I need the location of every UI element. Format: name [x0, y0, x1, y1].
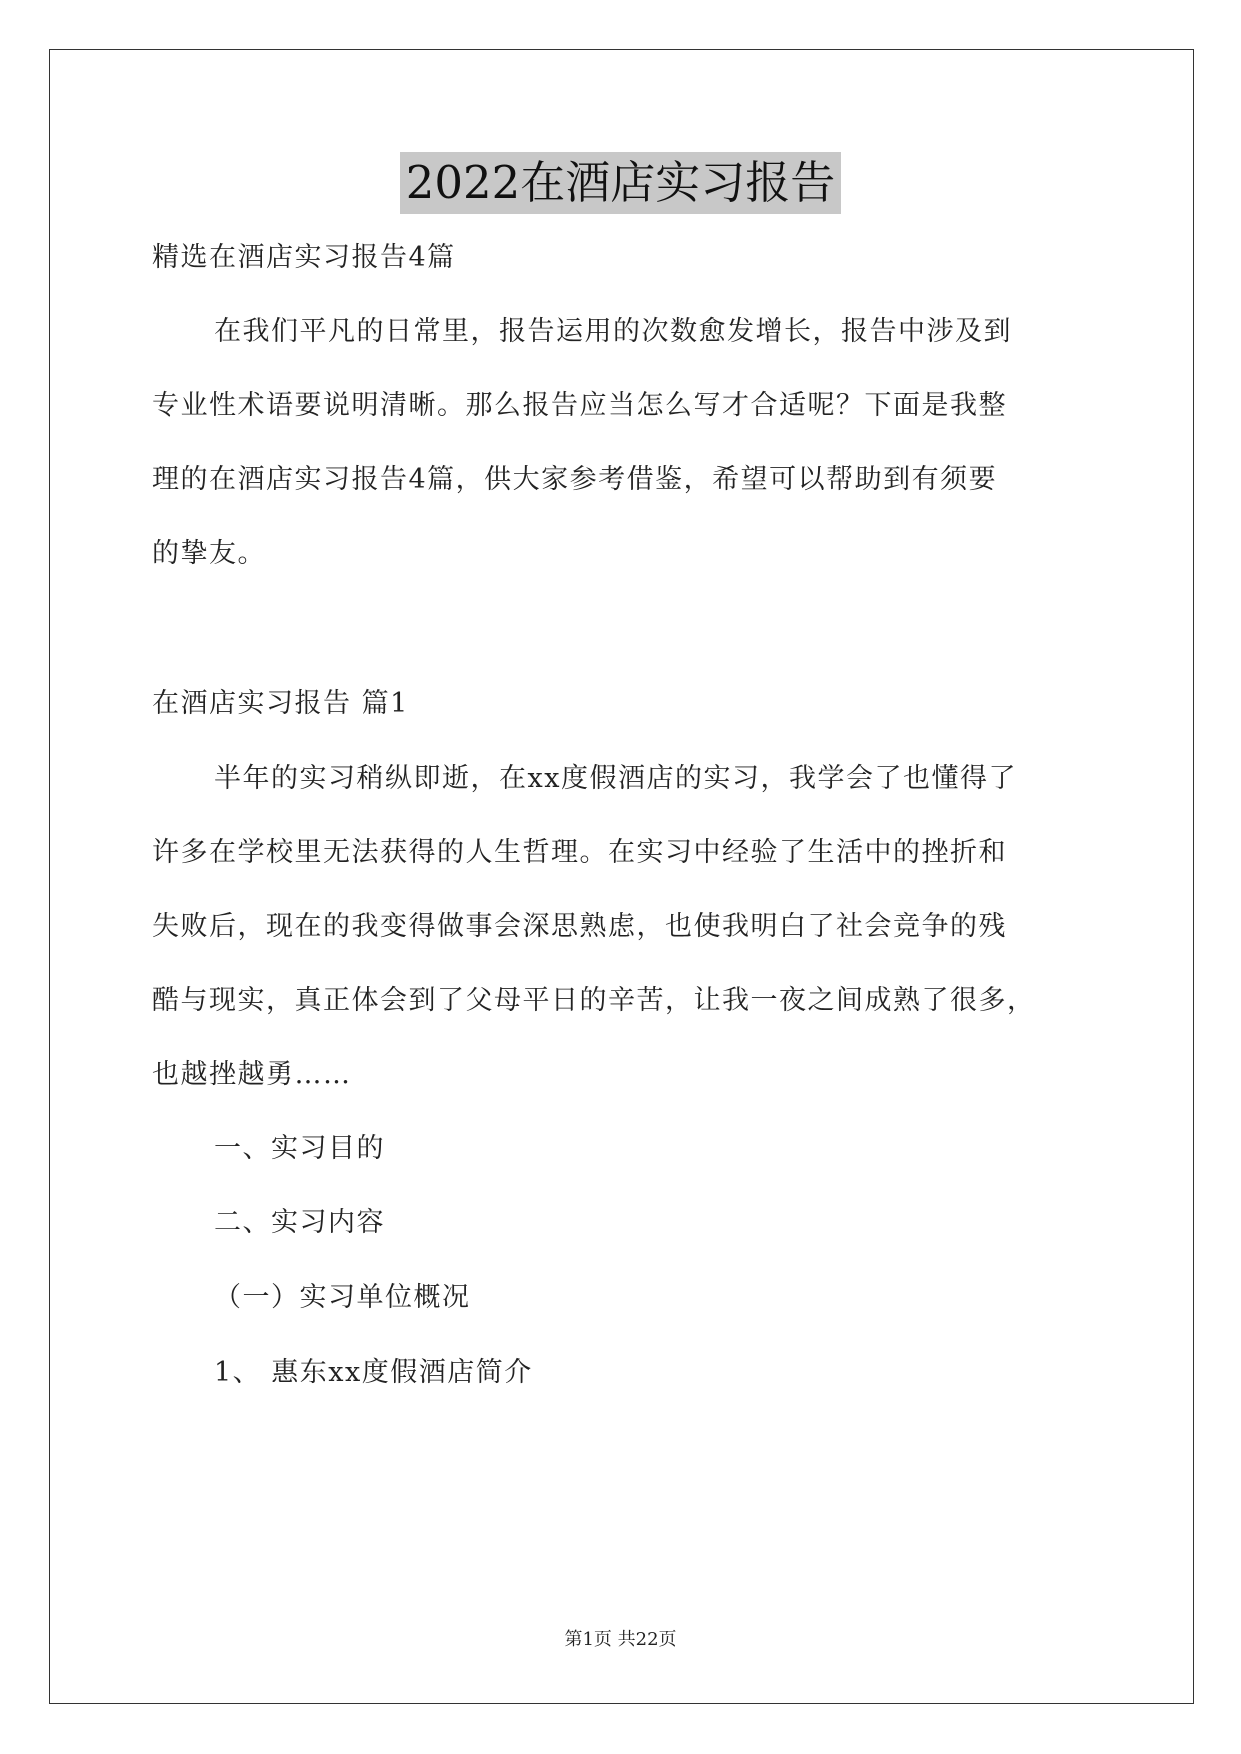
body-paragraph-line-2: 许多在学校里无法获得的人生哲理。在实习中经验了生活中的挫折和 — [152, 837, 1007, 868]
subtitle-line: 精选在酒店实习报告4篇 — [152, 242, 456, 273]
page-border — [49, 49, 1194, 1704]
title-container — [0, 152, 1241, 214]
outline-item-purpose: 一、实习目的 — [214, 1133, 385, 1164]
body-paragraph-line-1: 半年的实习稍纵即逝，在xx度假酒店的实习，我学会了也懂得了 — [214, 763, 1017, 794]
body-paragraph-line-5: 也越挫越勇…… — [152, 1059, 352, 1090]
intro-paragraph-line-1: 在我们平凡的日常里，报告运用的次数愈发增长，报告中涉及到 — [214, 316, 1012, 347]
intro-paragraph-line-2: 专业性术语要说明清晰。那么报告应当怎么写才合适呢？下面是我整 — [152, 390, 1007, 421]
outline-item-content: 二、实习内容 — [214, 1207, 385, 1238]
document-title: 2022在酒店实习报告 — [400, 152, 842, 214]
outline-subitem-hotel-intro: 1、 惠东xx度假酒店简介 — [214, 1357, 533, 1388]
body-paragraph-line-3: 失败后，现在的我变得做事会深思熟虑，也使我明白了社会竞争的残 — [152, 911, 1007, 942]
section-heading-part-1: 在酒店实习报告 篇1 — [152, 688, 409, 719]
outline-subitem-overview: （一）实习单位概况 — [214, 1282, 471, 1313]
intro-paragraph-line-4: 的挚友。 — [152, 538, 266, 569]
body-paragraph-line-4: 酷与现实，真正体会到了父母平日的辛苦，让我一夜之间成熟了很多， — [152, 985, 1036, 1016]
page-footer: 第1页 共22页 — [564, 1629, 677, 1650]
intro-paragraph-line-3: 理的在酒店实习报告4篇，供大家参考借鉴，希望可以帮助到有须要 — [152, 464, 998, 495]
